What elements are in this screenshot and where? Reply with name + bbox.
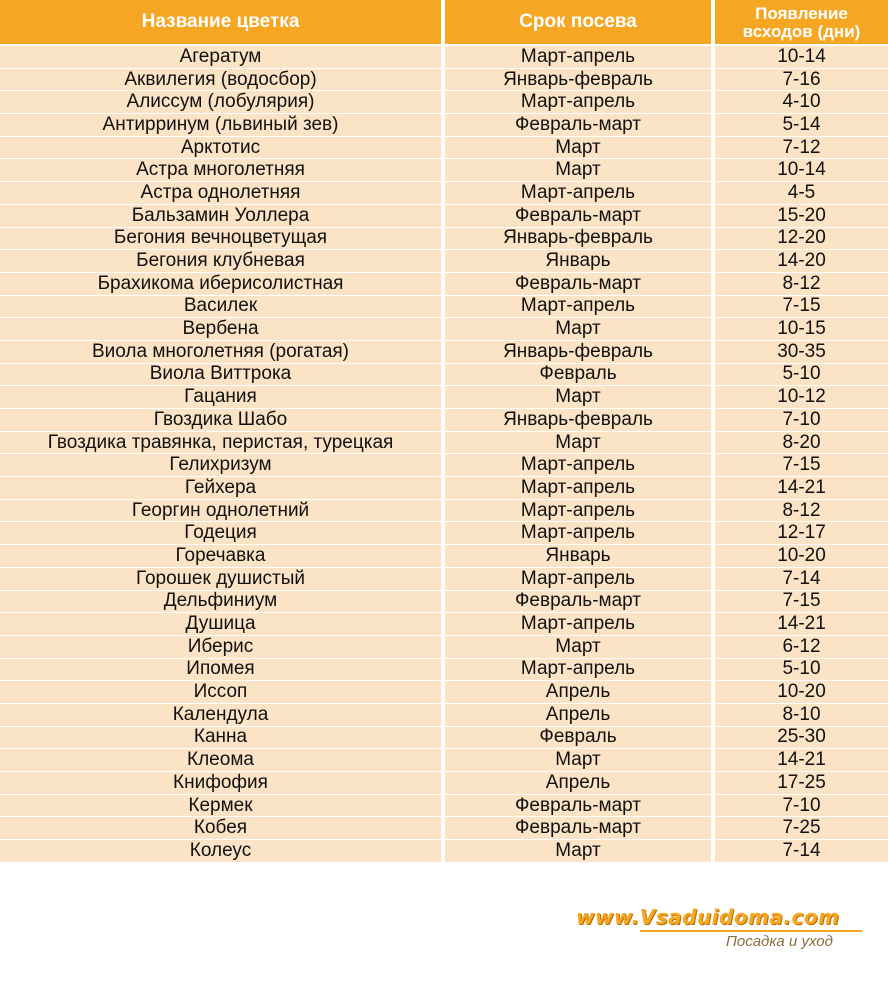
cell-germination-days: 17-25 (715, 772, 888, 795)
table-row (0, 477, 888, 500)
table-row (0, 341, 888, 364)
cell-sowing-period: Январь-февраль (445, 69, 711, 92)
cell-sowing-period: Январь-февраль (445, 228, 711, 251)
cell-flower-name: Гвоздика травянка, перистая, турецкая (0, 432, 441, 455)
cell-germination-days: 10-14 (715, 159, 888, 182)
site-url: www.Vsaduidoma.com (576, 905, 840, 929)
cell-flower-name: Кермек (0, 795, 441, 818)
cell-flower-name: Гейхера (0, 477, 441, 500)
cell-germination-days: 10-20 (715, 681, 888, 704)
table-row (0, 568, 888, 591)
table-row (0, 91, 888, 114)
cell-sowing-period: Февраль (445, 364, 711, 387)
cell-flower-name: Астра многолетняя (0, 159, 441, 182)
header-germination-days (715, 0, 888, 44)
cell-germination-days: 7-15 (715, 591, 888, 614)
table-row (0, 364, 888, 387)
table-row (0, 454, 888, 477)
site-watermark (576, 905, 866, 950)
cell-sowing-period: Апрель (445, 772, 711, 795)
site-tagline: Посадка и уход (726, 933, 833, 950)
cell-flower-name: Астра однолетняя (0, 182, 441, 205)
cell-germination-days: 8-20 (715, 432, 888, 455)
cell-flower-name: Горечавка (0, 545, 441, 568)
cell-germination-days: 7-16 (715, 69, 888, 92)
cell-germination-days: 25-30 (715, 727, 888, 750)
header-flower-name: Название цветка (0, 0, 441, 44)
cell-flower-name: Иссоп (0, 681, 441, 704)
cell-sowing-period: Март (445, 840, 711, 863)
cell-sowing-period: Апрель (445, 704, 711, 727)
cell-sowing-period: Февраль (445, 727, 711, 750)
cell-flower-name: Алиссум (лобулярия) (0, 91, 441, 114)
table-row (0, 500, 888, 523)
table-body (0, 46, 888, 863)
cell-flower-name: Арктотис (0, 137, 441, 160)
cell-germination-days: 5-10 (715, 659, 888, 682)
table-row (0, 114, 888, 137)
cell-flower-name: Аквилегия (водосбор) (0, 69, 441, 92)
cell-flower-name: Канна (0, 727, 441, 750)
cell-flower-name: Виола Виттрока (0, 364, 441, 387)
cell-germination-days: 10-12 (715, 386, 888, 409)
cell-sowing-period: Февраль-март (445, 591, 711, 614)
header-sowing-period: Срок посева (445, 0, 711, 44)
table-row (0, 840, 888, 863)
cell-germination-days: 14-21 (715, 613, 888, 636)
cell-sowing-period: Февраль-март (445, 817, 711, 840)
cell-flower-name: Георгин однолетний (0, 500, 441, 523)
table-row (0, 386, 888, 409)
cell-sowing-period: Март-апрель (445, 296, 711, 319)
cell-germination-days: 7-14 (715, 840, 888, 863)
table-row (0, 205, 888, 228)
header-germination-line1: Появление (755, 4, 848, 23)
cell-sowing-period: Март (445, 137, 711, 160)
cell-germination-days: 5-14 (715, 114, 888, 137)
cell-germination-days: 7-15 (715, 454, 888, 477)
cell-flower-name: Брахикома иберисолистная (0, 273, 441, 296)
cell-germination-days: 14-20 (715, 250, 888, 273)
cell-flower-name: Клеома (0, 749, 441, 772)
cell-flower-name: Кобея (0, 817, 441, 840)
table-row (0, 69, 888, 92)
cell-flower-name: Бальзамин Уоллера (0, 205, 441, 228)
cell-germination-days: 14-21 (715, 749, 888, 772)
cell-sowing-period: Март-апрель (445, 659, 711, 682)
table-row (0, 159, 888, 182)
table-header (0, 0, 888, 44)
table-row (0, 795, 888, 818)
cell-germination-days: 8-10 (715, 704, 888, 727)
cell-sowing-period: Март-апрель (445, 613, 711, 636)
cell-sowing-period: Январь-февраль (445, 341, 711, 364)
cell-germination-days: 8-12 (715, 273, 888, 296)
cell-flower-name: Бегония вечноцветущая (0, 228, 441, 251)
cell-sowing-period: Март-апрель (445, 522, 711, 545)
cell-sowing-period: Март-апрель (445, 46, 711, 69)
cell-flower-name: Гелихризум (0, 454, 441, 477)
cell-sowing-period: Январь (445, 250, 711, 273)
cell-germination-days: 10-15 (715, 318, 888, 341)
table-row (0, 137, 888, 160)
cell-flower-name: Вербена (0, 318, 441, 341)
table-row (0, 727, 888, 750)
cell-germination-days: 7-12 (715, 137, 888, 160)
cell-flower-name: Горошек душистый (0, 568, 441, 591)
cell-germination-days: 12-20 (715, 228, 888, 251)
cell-sowing-period: Март (445, 159, 711, 182)
cell-flower-name: Ипомея (0, 659, 441, 682)
table-row (0, 522, 888, 545)
cell-sowing-period: Февраль-март (445, 114, 711, 137)
table-row (0, 681, 888, 704)
table-row (0, 772, 888, 795)
table-row (0, 817, 888, 840)
cell-germination-days: 15-20 (715, 205, 888, 228)
cell-germination-days: 14-21 (715, 477, 888, 500)
cell-germination-days: 8-12 (715, 500, 888, 523)
header-germination-line2: всходов (дни) (742, 22, 861, 41)
cell-flower-name: Дельфиниум (0, 591, 441, 614)
table-row (0, 749, 888, 772)
cell-germination-days: 5-10 (715, 364, 888, 387)
table-row (0, 659, 888, 682)
cell-germination-days: 4-5 (715, 182, 888, 205)
table-row (0, 545, 888, 568)
cell-flower-name: Книфофия (0, 772, 441, 795)
table-row (0, 636, 888, 659)
cell-flower-name: Виола многолетняя (рогатая) (0, 341, 441, 364)
table-row (0, 409, 888, 432)
cell-germination-days: 7-25 (715, 817, 888, 840)
cell-sowing-period: Январь (445, 545, 711, 568)
table-row (0, 704, 888, 727)
cell-sowing-period: Март-апрель (445, 568, 711, 591)
cell-sowing-period: Март (445, 749, 711, 772)
table-row (0, 250, 888, 273)
cell-flower-name: Гацания (0, 386, 441, 409)
cell-sowing-period: Март-апрель (445, 182, 711, 205)
cell-flower-name: Душица (0, 613, 441, 636)
cell-sowing-period: Март-апрель (445, 500, 711, 523)
cell-sowing-period: Март (445, 386, 711, 409)
cell-germination-days: 7-15 (715, 296, 888, 319)
cell-flower-name: Календула (0, 704, 441, 727)
cell-germination-days: 7-10 (715, 409, 888, 432)
cell-sowing-period: Март-апрель (445, 477, 711, 500)
cell-flower-name: Бегония клубневая (0, 250, 441, 273)
table-row (0, 591, 888, 614)
cell-sowing-period: Февраль-март (445, 205, 711, 228)
cell-flower-name: Гвоздика Шабо (0, 409, 441, 432)
cell-sowing-period: Февраль-март (445, 273, 711, 296)
cell-sowing-period: Январь-февраль (445, 409, 711, 432)
cell-germination-days: 10-14 (715, 46, 888, 69)
cell-sowing-period: Март-апрель (445, 454, 711, 477)
table-row (0, 613, 888, 636)
cell-sowing-period: Март-апрель (445, 91, 711, 114)
table-row (0, 296, 888, 319)
cell-sowing-period: Апрель (445, 681, 711, 704)
cell-germination-days: 7-14 (715, 568, 888, 591)
cell-flower-name: Антирринум (львиный зев) (0, 114, 441, 137)
table-row (0, 228, 888, 251)
cell-flower-name: Иберис (0, 636, 441, 659)
table-row (0, 432, 888, 455)
cell-germination-days: 12-17 (715, 522, 888, 545)
table-row (0, 46, 888, 69)
cell-sowing-period: Февраль-март (445, 795, 711, 818)
cell-germination-days: 4-10 (715, 91, 888, 114)
cell-sowing-period: Март (445, 432, 711, 455)
cell-germination-days: 6-12 (715, 636, 888, 659)
cell-flower-name: Василек (0, 296, 441, 319)
cell-germination-days: 10-20 (715, 545, 888, 568)
cell-germination-days: 30-35 (715, 341, 888, 364)
watermark-divider (640, 930, 862, 932)
cell-flower-name: Агератум (0, 46, 441, 69)
table-row (0, 182, 888, 205)
cell-flower-name: Годеция (0, 522, 441, 545)
table-row (0, 318, 888, 341)
cell-sowing-period: Март (445, 318, 711, 341)
cell-germination-days: 7-10 (715, 795, 888, 818)
table-row (0, 273, 888, 296)
cell-sowing-period: Март (445, 636, 711, 659)
cell-flower-name: Колеус (0, 840, 441, 863)
